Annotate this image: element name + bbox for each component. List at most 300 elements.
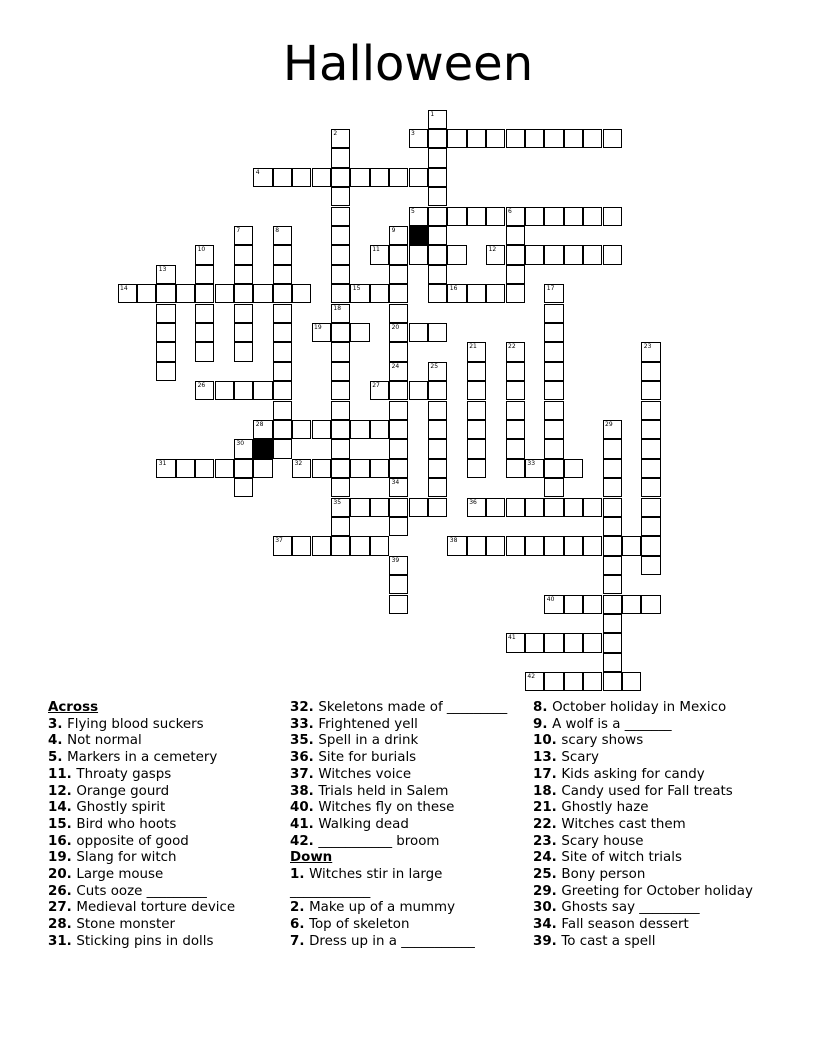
grid-cell[interactable] <box>389 575 408 594</box>
grid-cell[interactable] <box>641 556 660 575</box>
clue-number: 1 <box>430 110 435 118</box>
grid-cell[interactable] <box>544 498 563 517</box>
grid-cell[interactable] <box>428 420 447 439</box>
grid-cell[interactable] <box>137 284 156 303</box>
grid-cell[interactable] <box>486 284 505 303</box>
grid-cell[interactable] <box>292 459 311 478</box>
grid-cell[interactable] <box>564 536 583 555</box>
grid-cell[interactable] <box>641 342 660 361</box>
grid-cell[interactable] <box>544 362 563 381</box>
grid-cell[interactable] <box>544 633 563 652</box>
clue-number: 39 <box>391 556 400 564</box>
grid-cell[interactable] <box>603 536 622 555</box>
grid-cell[interactable] <box>331 284 350 303</box>
grid-cell[interactable] <box>331 381 350 400</box>
grid-cell[interactable] <box>486 536 505 555</box>
grid-cell[interactable] <box>312 420 331 439</box>
grid-cell[interactable] <box>389 245 408 264</box>
grid-cell[interactable] <box>234 439 253 458</box>
grid-cell[interactable] <box>641 478 660 497</box>
grid-cell[interactable] <box>331 401 350 420</box>
grid-cell[interactable] <box>525 498 544 517</box>
grid-cell[interactable] <box>331 439 350 458</box>
grid-cell[interactable] <box>583 245 602 264</box>
grid-cell[interactable] <box>583 672 602 691</box>
clue-item <box>533 767 753 784</box>
grid-cell[interactable] <box>273 226 292 245</box>
grid-cell[interactable] <box>409 207 428 226</box>
grid-cell[interactable] <box>544 595 563 614</box>
grid-cell[interactable] <box>273 381 292 400</box>
grid-cell[interactable] <box>234 459 253 478</box>
grid-cell[interactable] <box>331 517 350 536</box>
grid-cell[interactable] <box>312 323 331 342</box>
grid-cell[interactable] <box>583 595 602 614</box>
grid-cell[interactable] <box>215 284 234 303</box>
grid-cell[interactable] <box>506 207 525 226</box>
grid-cell[interactable] <box>544 536 563 555</box>
clue-item-text: Large mouse <box>76 867 164 883</box>
grid-cell[interactable] <box>195 381 214 400</box>
grid-cell[interactable] <box>253 168 272 187</box>
grid-cell[interactable] <box>603 129 622 148</box>
grid-cell[interactable] <box>544 381 563 400</box>
grid-cell[interactable] <box>428 245 447 264</box>
grid-cell[interactable] <box>447 129 466 148</box>
grid-cell[interactable] <box>409 381 428 400</box>
clue-item-text: Greeting for October holiday <box>561 883 753 899</box>
grid-cell[interactable] <box>603 614 622 633</box>
grid-cell[interactable] <box>331 498 350 517</box>
grid-cell[interactable] <box>641 459 660 478</box>
grid-cell[interactable] <box>273 245 292 264</box>
grid-cell[interactable] <box>641 381 660 400</box>
grid-cell[interactable] <box>273 304 292 323</box>
grid-cell[interactable] <box>564 459 583 478</box>
clue-item-text: ___________ broom <box>318 833 440 849</box>
grid-cell[interactable] <box>253 381 272 400</box>
grid-cell[interactable] <box>195 245 214 264</box>
clue-number: 38 <box>449 537 458 545</box>
grid-cell[interactable] <box>603 672 622 691</box>
grid-cell[interactable] <box>447 536 466 555</box>
grid-cell[interactable] <box>467 401 486 420</box>
clue-number: 33 <box>527 459 536 467</box>
grid-cell[interactable] <box>312 459 331 478</box>
grid-cell[interactable] <box>564 245 583 264</box>
grid-cell[interactable] <box>506 401 525 420</box>
grid-cell[interactable] <box>389 226 408 245</box>
grid-cell[interactable] <box>331 265 350 284</box>
grid-cell[interactable] <box>525 129 544 148</box>
grid-cell[interactable] <box>603 633 622 652</box>
grid-cell[interactable] <box>389 459 408 478</box>
grid-cell[interactable] <box>389 381 408 400</box>
grid-cell[interactable] <box>467 362 486 381</box>
grid-cell[interactable] <box>583 498 602 517</box>
grid-cell[interactable] <box>506 245 525 264</box>
grid-cell[interactable] <box>428 226 447 245</box>
grid-cell[interactable] <box>564 207 583 226</box>
grid-cell[interactable] <box>641 517 660 536</box>
grid-cell[interactable] <box>370 245 389 264</box>
clue-number: 16 <box>449 285 458 293</box>
grid-cell[interactable] <box>603 245 622 264</box>
grid-cell[interactable] <box>467 498 486 517</box>
grid-cell[interactable] <box>370 168 389 187</box>
grid-cell[interactable] <box>389 304 408 323</box>
grid-cell[interactable] <box>486 207 505 226</box>
grid-cell[interactable] <box>641 498 660 517</box>
grid-cell[interactable] <box>273 265 292 284</box>
grid-cell[interactable] <box>544 459 563 478</box>
grid-cell[interactable] <box>467 439 486 458</box>
grid-cell[interactable] <box>428 284 447 303</box>
grid-cell[interactable] <box>292 536 311 555</box>
grid-cell[interactable] <box>331 362 350 381</box>
grid-cell[interactable] <box>583 536 602 555</box>
grid-cell[interactable] <box>544 304 563 323</box>
grid-cell[interactable] <box>273 401 292 420</box>
grid-cell[interactable] <box>525 207 544 226</box>
grid-cell[interactable] <box>370 459 389 478</box>
grid-cell[interactable] <box>195 284 214 303</box>
clue-item-number: 24. <box>533 850 562 866</box>
grid-cell[interactable] <box>603 478 622 497</box>
grid-cell[interactable] <box>544 245 563 264</box>
grid-cell[interactable] <box>195 459 214 478</box>
grid-cell[interactable] <box>428 439 447 458</box>
grid-cell[interactable] <box>253 284 272 303</box>
clue-item <box>290 767 507 784</box>
grid-cell[interactable] <box>350 168 369 187</box>
clue-item-number: 14. <box>48 800 77 816</box>
grid-cell[interactable] <box>253 420 272 439</box>
grid-cell[interactable] <box>234 478 253 497</box>
grid-cell[interactable] <box>622 595 641 614</box>
grid-cell[interactable] <box>486 245 505 264</box>
grid-cell[interactable] <box>331 478 350 497</box>
grid-cell[interactable] <box>603 517 622 536</box>
grid-cell[interactable] <box>428 381 447 400</box>
clue-item-number: 36. <box>290 750 319 766</box>
grid-cell[interactable] <box>506 536 525 555</box>
grid-cell[interactable] <box>525 459 544 478</box>
grid-cell[interactable] <box>467 420 486 439</box>
clue-item <box>48 767 235 784</box>
down-heading: Down <box>290 850 333 866</box>
grid-cell[interactable] <box>389 420 408 439</box>
grid-cell[interactable] <box>641 420 660 439</box>
grid-cell[interactable] <box>467 207 486 226</box>
clue-item <box>290 817 507 834</box>
grid-cell[interactable] <box>409 168 428 187</box>
grid-cell[interactable] <box>486 498 505 517</box>
grid-cell[interactable] <box>467 342 486 361</box>
clue-item-text: Fall season dessert <box>561 917 689 933</box>
grid-cell[interactable] <box>156 323 175 342</box>
grid-cell[interactable] <box>544 439 563 458</box>
grid-cell[interactable] <box>370 498 389 517</box>
clue-item <box>290 800 507 817</box>
grid-cell[interactable] <box>292 168 311 187</box>
grid-cell[interactable] <box>156 284 175 303</box>
grid-cell[interactable] <box>544 672 563 691</box>
grid-cell[interactable] <box>428 459 447 478</box>
clue-item-number: 27. <box>48 900 77 916</box>
grid-cell[interactable] <box>331 459 350 478</box>
grid-cell[interactable] <box>195 323 214 342</box>
grid-cell[interactable] <box>467 536 486 555</box>
grid-cell[interactable] <box>389 362 408 381</box>
clue-item <box>290 717 507 734</box>
grid-cell[interactable] <box>603 207 622 226</box>
grid-cell[interactable] <box>583 633 602 652</box>
grid-cell[interactable] <box>370 536 389 555</box>
clue-item-number: 4. <box>48 733 68 749</box>
grid-cell[interactable] <box>467 284 486 303</box>
grid-cell[interactable] <box>234 381 253 400</box>
grid-cell[interactable] <box>234 323 253 342</box>
grid-cell[interactable] <box>506 439 525 458</box>
grid-cell[interactable] <box>641 595 660 614</box>
grid-cell[interactable] <box>525 536 544 555</box>
grid-cell[interactable] <box>156 459 175 478</box>
grid-cell[interactable] <box>506 362 525 381</box>
clue-item <box>48 884 235 901</box>
grid-cell[interactable] <box>428 401 447 420</box>
grid-cell[interactable] <box>428 265 447 284</box>
grid-cell[interactable] <box>234 226 253 245</box>
clue-number: 15 <box>352 285 361 293</box>
grid-cell[interactable] <box>234 342 253 361</box>
grid-cell[interactable] <box>292 284 311 303</box>
grid-cell[interactable] <box>331 148 350 167</box>
grid-cell[interactable] <box>428 323 447 342</box>
grid-cell[interactable] <box>156 362 175 381</box>
grid-cell[interactable] <box>603 556 622 575</box>
grid-cell[interactable] <box>389 168 408 187</box>
grid-cell[interactable] <box>409 129 428 148</box>
grid-cell[interactable] <box>234 245 253 264</box>
clue-item <box>533 700 753 717</box>
grid-cell[interactable] <box>544 284 563 303</box>
grid-cell[interactable] <box>564 129 583 148</box>
grid-cell[interactable] <box>331 187 350 206</box>
grid-cell[interactable] <box>331 168 350 187</box>
grid-cell[interactable] <box>428 362 447 381</box>
grid-cell[interactable] <box>234 304 253 323</box>
grid-cell[interactable] <box>506 420 525 439</box>
grid-cell[interactable] <box>350 459 369 478</box>
grid-cell[interactable] <box>525 672 544 691</box>
grid-cell[interactable] <box>389 342 408 361</box>
grid-cell[interactable] <box>370 381 389 400</box>
grid-cell[interactable] <box>641 362 660 381</box>
grid-cell[interactable] <box>506 498 525 517</box>
grid-cell[interactable] <box>544 342 563 361</box>
grid-cell[interactable] <box>447 284 466 303</box>
grid-cell[interactable] <box>506 342 525 361</box>
grid-cell[interactable] <box>350 498 369 517</box>
grid-cell[interactable] <box>118 284 137 303</box>
grid-cell[interactable] <box>331 536 350 555</box>
grid-cell[interactable] <box>389 498 408 517</box>
grid-cell[interactable] <box>253 459 272 478</box>
grid-cell[interactable] <box>506 633 525 652</box>
grid-cell[interactable] <box>603 595 622 614</box>
grid-cell[interactable] <box>409 498 428 517</box>
grid-cell[interactable] <box>428 168 447 187</box>
grid-cell[interactable] <box>389 284 408 303</box>
grid-cell[interactable] <box>389 556 408 575</box>
grid-cell[interactable] <box>544 420 563 439</box>
clue-item-text: Frightened yell <box>318 716 418 732</box>
grid-cell[interactable] <box>273 536 292 555</box>
grid-cell[interactable] <box>544 323 563 342</box>
grid-cell[interactable] <box>273 439 292 458</box>
grid-cell[interactable] <box>564 595 583 614</box>
grid-cell[interactable] <box>506 381 525 400</box>
grid-cell[interactable] <box>544 401 563 420</box>
grid-cell[interactable] <box>544 207 563 226</box>
clue-number: 7 <box>236 226 241 234</box>
grid-cell[interactable] <box>273 284 292 303</box>
clue-number: 27 <box>372 382 380 390</box>
grid-cell[interactable] <box>389 595 408 614</box>
grid-cell[interactable] <box>506 459 525 478</box>
grid-cell[interactable] <box>331 207 350 226</box>
grid-cell[interactable] <box>331 342 350 361</box>
grid-cell[interactable] <box>312 536 331 555</box>
grid-cell[interactable] <box>486 129 505 148</box>
clue-item-number: 26. <box>48 883 77 899</box>
clue-item-number: 19. <box>48 850 77 866</box>
grid-cell[interactable] <box>428 207 447 226</box>
grid-cell[interactable] <box>428 129 447 148</box>
grid-cell[interactable] <box>525 245 544 264</box>
grid-cell[interactable] <box>428 110 447 129</box>
grid-cell[interactable] <box>641 401 660 420</box>
grid-cell[interactable] <box>389 265 408 284</box>
grid-cell[interactable] <box>176 459 195 478</box>
grid-cell[interactable] <box>273 168 292 187</box>
clue-item-number: 25. <box>533 867 562 883</box>
clue-item <box>533 800 753 817</box>
grid-cell[interactable] <box>215 459 234 478</box>
grid-cell[interactable] <box>331 420 350 439</box>
grid-cell[interactable] <box>350 284 369 303</box>
grid-cell[interactable] <box>156 265 175 284</box>
grid-cell[interactable] <box>312 168 331 187</box>
grid-cell[interactable] <box>506 129 525 148</box>
grid-cell[interactable] <box>506 284 525 303</box>
grid-cell[interactable] <box>331 245 350 264</box>
grid-cell[interactable] <box>273 362 292 381</box>
clue-number: 41 <box>508 634 516 642</box>
clue-item-text: Bird who hoots <box>76 816 177 832</box>
grid-cell[interactable] <box>389 323 408 342</box>
grid-cell[interactable] <box>409 323 428 342</box>
grid-cell[interactable] <box>292 420 311 439</box>
grid-cell[interactable] <box>447 245 466 264</box>
grid-cell[interactable] <box>428 478 447 497</box>
grid-cell[interactable] <box>176 284 195 303</box>
grid-cell[interactable] <box>234 265 253 284</box>
grid-cell[interactable] <box>195 265 214 284</box>
grid-cell[interactable] <box>350 323 369 342</box>
grid-cell[interactable] <box>370 420 389 439</box>
clue-item-text: scary shows <box>561 733 644 749</box>
grid-cell[interactable] <box>603 653 622 672</box>
grid-cell[interactable] <box>195 342 214 361</box>
grid-cell[interactable] <box>389 401 408 420</box>
grid-cell[interactable] <box>564 498 583 517</box>
grid-cell[interactable] <box>428 498 447 517</box>
grid-cell[interactable] <box>447 207 466 226</box>
grid-cell[interactable] <box>603 575 622 594</box>
clue-item-number: 28. <box>48 917 77 933</box>
grid-cell[interactable] <box>156 304 175 323</box>
grid-cell[interactable] <box>603 439 622 458</box>
grid-cell[interactable] <box>350 536 369 555</box>
grid-cell[interactable] <box>156 342 175 361</box>
grid-cell[interactable] <box>331 129 350 148</box>
grid-cell[interactable] <box>409 245 428 264</box>
grid-cell[interactable] <box>603 498 622 517</box>
grid-cell[interactable] <box>583 129 602 148</box>
grid-cell[interactable] <box>525 633 544 652</box>
grid-cell[interactable] <box>544 129 563 148</box>
grid-cell[interactable] <box>331 323 350 342</box>
grid-cell[interactable] <box>331 226 350 245</box>
clue-item-number: 9. <box>533 716 553 732</box>
grid-cell[interactable] <box>564 633 583 652</box>
grid-cell[interactable] <box>603 420 622 439</box>
grid-cell[interactable] <box>389 439 408 458</box>
grid-cell[interactable] <box>273 323 292 342</box>
grid-cell[interactable] <box>506 265 525 284</box>
grid-cell[interactable] <box>583 207 602 226</box>
grid-cell[interactable] <box>641 536 660 555</box>
grid-cell[interactable] <box>195 304 214 323</box>
grid-cell[interactable] <box>467 129 486 148</box>
clue-column-1 <box>48 700 235 951</box>
grid-cell[interactable] <box>273 342 292 361</box>
grid-cell[interactable] <box>370 284 389 303</box>
grid-cell[interactable] <box>467 381 486 400</box>
grid-cell[interactable] <box>389 478 408 497</box>
grid-cell[interactable] <box>622 672 641 691</box>
clue-item <box>48 717 235 734</box>
grid-cell[interactable] <box>428 148 447 167</box>
grid-cell[interactable] <box>641 439 660 458</box>
grid-cell[interactable] <box>273 420 292 439</box>
grid-cell[interactable] <box>428 187 447 206</box>
grid-cell[interactable] <box>506 226 525 245</box>
grid-cell[interactable] <box>350 420 369 439</box>
grid-cell[interactable] <box>215 381 234 400</box>
grid-cell[interactable] <box>603 459 622 478</box>
grid-cell[interactable] <box>544 478 563 497</box>
grid-cell[interactable] <box>331 304 350 323</box>
grid-cell[interactable] <box>234 284 253 303</box>
grid-cell[interactable] <box>389 517 408 536</box>
grid-cell[interactable] <box>564 672 583 691</box>
grid-cell[interactable] <box>467 459 486 478</box>
clue-item-text: Dress up in a ___________ <box>309 933 475 949</box>
grid-cell[interactable] <box>622 536 641 555</box>
